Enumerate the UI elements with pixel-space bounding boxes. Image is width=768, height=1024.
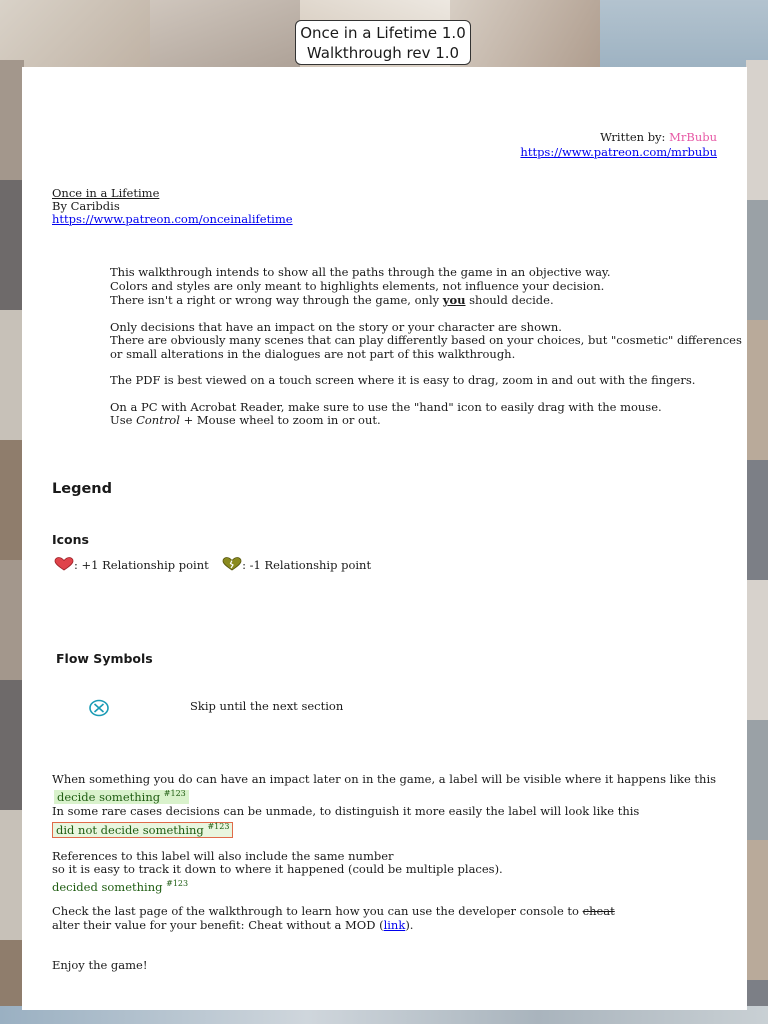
legend-heading: Legend [52, 481, 112, 497]
background-strip-left [0, 60, 24, 1024]
heart-icon [54, 557, 74, 575]
document-title-box [295, 20, 471, 65]
plus-point-label: : +1 Relationship point [74, 557, 209, 572]
label-ref-line: References to this label will also include the same number [52, 849, 394, 863]
document-page [22, 67, 747, 1010]
game-author: By Caribdis [52, 199, 120, 213]
author-line [600, 131, 717, 145]
game-link-line [52, 213, 293, 227]
enjoy-line: Enjoy the game! [52, 958, 148, 972]
intro-line: There are obviously many scenes that can play differently based on your choices, but "cosmetic" differences [110, 333, 742, 347]
intro-line: Only decisions that have an impact on the story or your character are shown. [110, 320, 562, 334]
intro-line: The PDF is best viewed on a touch screen where it is easy to drag, zoom in and out with the fingers. [110, 373, 696, 387]
intro-line: There isn't a right or wrong way through the game, only you should decide. [110, 293, 554, 307]
intro-line: or small alterations in the dialogues are not part of this walkthrough. [110, 347, 516, 361]
label-example-decide: decide something $^{\#123}$ [54, 787, 189, 804]
author-patreon-link[interactable]: https://www.patreon.com/mrbubu [520, 145, 717, 159]
emphasis-you: you [442, 293, 466, 307]
flow-symbols-heading: Flow Symbols [56, 651, 153, 666]
minus-point-label: : -1 Relationship point [242, 557, 372, 572]
icons-heading: Icons [52, 532, 89, 547]
label-ref-line: so it is easy to track it down to where it happened (could be multiple places). [52, 862, 503, 876]
cheat-line: alter their value for your benefit: Cheat without a MOD (link). [52, 918, 414, 932]
game-patreon-link[interactable]: https://www.patreon.com/onceinalifetime [52, 212, 293, 226]
label-example-decided: decided something $^{\#123}$ [52, 879, 189, 894]
cheat-link[interactable]: link [383, 918, 406, 932]
intro-line: Colors and styles are only meant to highlights elements, not influence your decision. [110, 279, 605, 293]
label-intro-line: When something you do can have an impact later on in the game, a label will be visible where it happens like this [52, 772, 717, 786]
cheat-line: Check the last page of the walkthrough to learn how you can use the developer console to cheat [52, 904, 615, 918]
game-title: Once in a Lifetime [52, 186, 160, 200]
intro-line: Use Control + Mouse wheel to zoom in or out. [110, 413, 381, 427]
label-rare-line: In some rare cases decisions can be unmade, to distinguish it more easily the label will look like this [52, 804, 640, 818]
icons-legend-row [54, 557, 371, 575]
document-title: Once in a Lifetime 1.0 [300, 24, 466, 42]
document-subtitle: Walkthrough rev 1.0 [306, 44, 460, 62]
skip-section-icon [89, 699, 109, 721]
skip-section-label: Skip until the next section [190, 699, 344, 713]
author-name: MrBubu [669, 130, 717, 144]
background-strip-right [746, 60, 768, 1024]
broken-heart-icon [222, 557, 242, 575]
label-example-not-decide: did not decide something $^{\#123}$ [52, 820, 233, 837]
intro-line: This walkthrough intends to show all the paths through the game in an objective way. [110, 265, 611, 279]
intro-line: On a PC with Acrobat Reader, make sure to use the "hand" icon to easily drag with the mouse. [110, 400, 662, 414]
written-by-label: Written by: [600, 130, 670, 144]
author-link-line [520, 146, 717, 160]
